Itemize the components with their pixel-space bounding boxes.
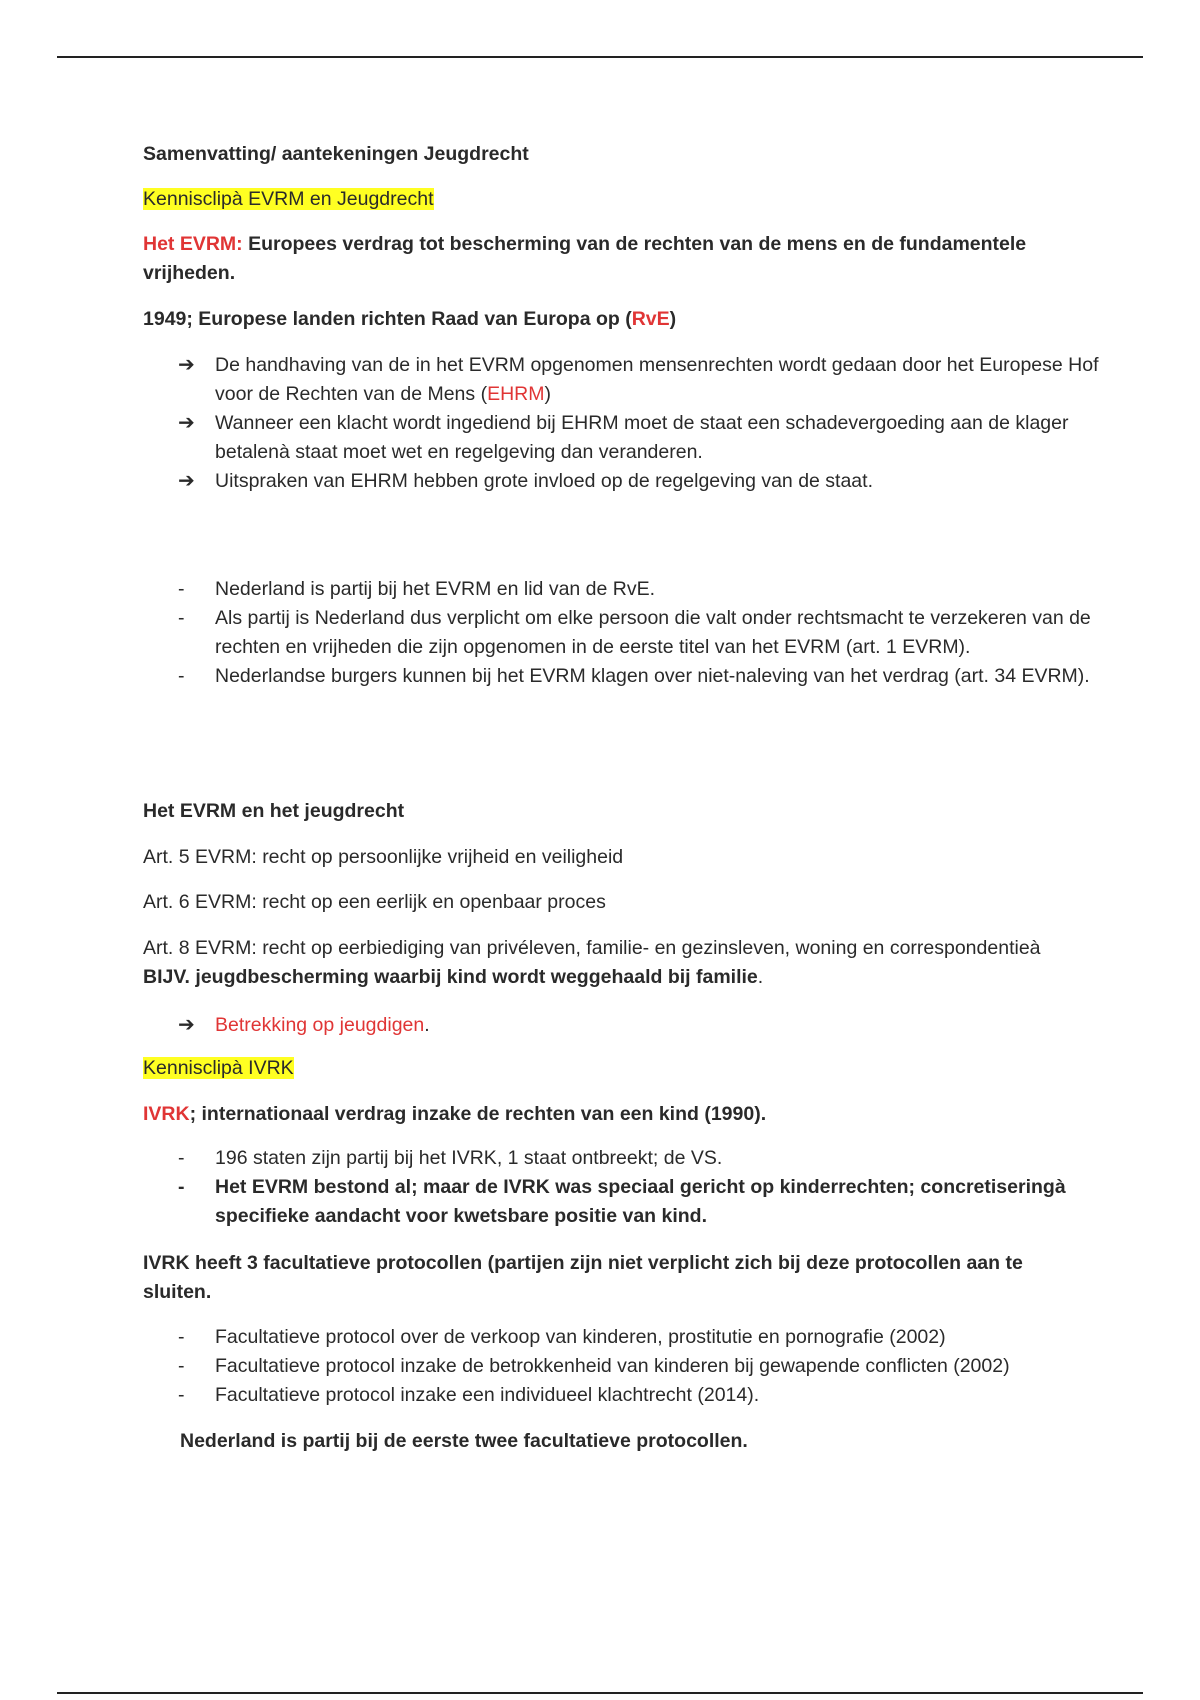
art8-line (143, 934, 1043, 992)
list-item (178, 662, 1125, 691)
protocol-text: Facultatieve protocol inzake een individueel klachtrecht (2014). (215, 1384, 760, 1406)
art5-line: Art. 5 EVRM: recht op persoonlijke vrijheid en veiligheid (143, 846, 624, 868)
protocol-text: Facultatieve protocol inzake de betrokkenheid van kinderen bij gewapende conflicten (2002) (215, 1355, 1010, 1377)
highlight-text: Kennisclipà IVRK (143, 1057, 294, 1079)
ivrk-label: IVRK (143, 1103, 190, 1125)
arrow-item-post: ) (544, 383, 551, 405)
arrow-list-1 (143, 351, 1125, 496)
dash-item-text: 196 staten zijn partij bij het IVRK, 1 staat ontbreekt; de VS. (215, 1147, 723, 1169)
list-item (178, 467, 1125, 496)
arrow-item-text: Uitspraken van EHRM hebben grote invloed op de regelgeving van de staat. (215, 470, 873, 492)
arrow-right-icon: ➔ (178, 1014, 195, 1036)
protocol-list (143, 1323, 1125, 1410)
list-item (178, 351, 1125, 409)
evrm-definition (143, 230, 1043, 288)
arrow-item-text: De handhaving van de in het EVRM opgenomen mensenrechten wordt gedaan door het Europese Hof voor de Rechten van de Mens ( (215, 354, 1099, 405)
protocols-intro: IVRK heeft 3 facultatieve protocollen (partijen zijn niet verplicht zich bij deze protocollen aan te sluiten. (143, 1252, 1023, 1303)
arrow-list-2 (143, 1011, 1125, 1040)
protocol-text: Facultatieve protocol over de verkoop van kinderen, prostitutie en pornografie (2002) (215, 1326, 946, 1348)
list-item (178, 575, 1125, 604)
closing-statement: Nederland is partij bij de eerste twee facultatieve protocollen. (180, 1430, 748, 1452)
list-item (178, 1323, 1125, 1352)
dash-list-1 (143, 575, 1125, 691)
footer-rule (57, 1692, 1143, 1694)
ehrm-abbr: EHRM (487, 383, 545, 405)
list-item (178, 1381, 1125, 1410)
highlight-text: Kennisclipà EVRM en Jeugdrecht (143, 188, 434, 210)
dash-item-text: Als partij is Nederland dus verplicht om elke persoon die valt onder rechtsmacht te verzekeren van de rechten en vrijheden die zijn opgenomen in de eerste titel van het EVRM (art. 1 EVRM). (215, 607, 1091, 658)
dash-bullet-icon: - (178, 1147, 185, 1169)
list-item (178, 409, 1125, 467)
ivrk-definition (143, 1100, 766, 1129)
arrow-item-text: Wanneer een klacht wordt ingediend bij EHRM moet de staat een schadevergoeding aan de klager betalenà staat moet wet en regelgeving dan veranderen. (215, 412, 1069, 463)
art8-bold: BIJV. jeugdbescherming waarbij kind wordt weggehaald bij familie (143, 966, 758, 988)
arrow-right-icon: ➔ (178, 354, 195, 376)
evrm-label: Het EVRM: (143, 233, 243, 255)
dash-bullet-icon: - (178, 1326, 185, 1348)
document-title: Samenvatting/ aantekeningen Jeugdrecht (143, 143, 529, 165)
ivrk-def-text: ; internationaal verdrag inzake de rechten van een kind (1990). (189, 1103, 767, 1125)
list-item (178, 1352, 1125, 1381)
dash-bullet-icon: - (178, 1355, 185, 1377)
header-rule (57, 56, 1143, 58)
art6-line: Art. 6 EVRM: recht op een eerlijk en openbaar proces (143, 891, 606, 913)
rve-abbr: RvE (631, 308, 670, 330)
clip-heading-evrm (143, 185, 434, 214)
dash-bullet-icon: - (178, 578, 185, 600)
dash-bullet-icon: - (178, 607, 185, 629)
evrm-def-text: Europees verdrag tot bescherming van de rechten van de mens en de fundamentele vrijheden. (143, 233, 1027, 284)
jeugdigen-text: Betrekking op jeugdigen (215, 1014, 425, 1036)
rve-post: ) (669, 308, 677, 330)
clip-heading-ivrk (143, 1054, 294, 1083)
list-item (178, 1144, 1125, 1173)
dash-list-2 (143, 1144, 1125, 1231)
dash-bullet-icon: - (178, 665, 185, 687)
rve-line (143, 305, 676, 334)
section-heading-evrm-jeugdrecht: Het EVRM en het jeugdrecht (143, 800, 405, 822)
dash-item-text: Nederland is partij bij het EVRM en lid van de RvE. (215, 578, 656, 600)
arrow2-post: . (424, 1014, 430, 1036)
dash-item-text: Het EVRM bestond al; maar de IVRK was speciaal gericht op kinderrechten; concretiseringà specifieke aandacht voor kwetsbare positie van kind. (215, 1176, 1066, 1227)
arrow-right-icon: ➔ (178, 412, 195, 434)
art8-post: . (757, 966, 764, 988)
dash-bullet-icon: - (178, 1176, 185, 1198)
rve-pre: 1949; Europese landen richten Raad van Europa op ( (143, 308, 632, 330)
list-item (178, 1011, 1125, 1040)
arrow-right-icon: ➔ (178, 470, 195, 492)
list-item (178, 1173, 1125, 1231)
art8-pre: Art. 8 EVRM: recht op eerbiediging van privéleven, familie- en gezinsleven, woning en correspondentieà (143, 937, 1041, 959)
list-item (178, 604, 1125, 662)
dash-bullet-icon: - (178, 1384, 185, 1406)
dash-item-text: Nederlandse burgers kunnen bij het EVRM klagen over niet-naleving van het verdrag (art. 34 EVRM). (215, 665, 1090, 687)
